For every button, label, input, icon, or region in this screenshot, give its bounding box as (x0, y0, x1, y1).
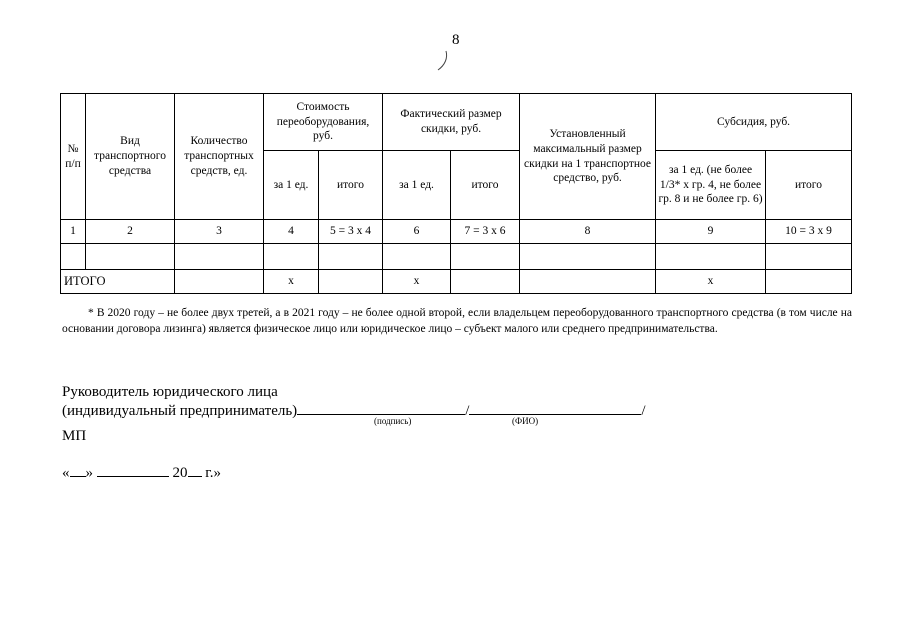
header-cost-per-unit: за 1 ед. (264, 151, 319, 220)
page-number: 8 (452, 32, 460, 48)
header-cost: Стоимость переоборудования, руб. (264, 94, 383, 151)
date-close-quote: » (85, 465, 93, 481)
date-open-quote: « (62, 465, 70, 481)
total-cell (175, 270, 264, 294)
header-discount-per-unit: за 1 ед. (383, 151, 451, 220)
table-cell (656, 244, 766, 270)
column-number: 6 (383, 220, 451, 244)
table-cell (175, 244, 264, 270)
total-row (61, 270, 852, 294)
column-number: 1 (61, 220, 86, 244)
signature-line-2: (индивидуальный предприниматель) (62, 403, 298, 419)
table-cell (264, 244, 319, 270)
table-cell (61, 244, 86, 270)
total-cell: х (656, 270, 766, 294)
column-number: 8 (520, 220, 656, 244)
date-suffix: г.» (201, 465, 221, 481)
total-cell (319, 270, 383, 294)
total-label: ИТОГО (61, 270, 175, 294)
header-num: № п/п (61, 94, 86, 220)
total-cell (451, 270, 520, 294)
column-number: 10 = 3 х 9 (766, 220, 852, 244)
signature-end: / (641, 403, 646, 419)
total-cell: х (264, 270, 319, 294)
stamp-label: МП (62, 428, 87, 444)
table-cell (86, 244, 175, 270)
header-row-1 (61, 94, 852, 151)
column-number: 3 (175, 220, 264, 244)
full-name-field[interactable] (469, 400, 641, 415)
caption-full-name: (ФИО) (512, 416, 539, 426)
signature-field[interactable] (297, 400, 465, 415)
empty-data-row (61, 244, 852, 270)
footnote: * В 2020 году – не более двух третей, а в 2021 году – не более одной второй, если владельцем переоборудованного транспортного средства (в том числе на основании договора лизинга) является физическое лицо или юридическое лицо – субъект малого или среднего предпринимательства. (62, 307, 852, 335)
date-year-prefix: 20 (172, 465, 188, 481)
total-cell (520, 270, 656, 294)
table-cell (520, 244, 656, 270)
header-actual-discount: Фактический размер скидки, руб. (383, 94, 520, 151)
total-cell (766, 270, 852, 294)
column-number: 5 = 3 х 4 (319, 220, 383, 244)
header-subsidy-total: итого (766, 151, 852, 220)
date-day-field[interactable] (70, 462, 86, 477)
table-cell (319, 244, 383, 270)
date-line (62, 462, 221, 482)
column-number: 7 = 3 х 6 (451, 220, 520, 244)
table-cell (383, 244, 451, 270)
column-numbers-row (61, 220, 852, 244)
header-subsidy: Субсидия, руб. (656, 94, 852, 151)
table-cell (451, 244, 520, 270)
date-month-field[interactable] (97, 462, 169, 477)
header-subsidy-per-unit: за 1 ед. (не более 1/3* х гр. 4, не более гр. 8 и не более гр. 6) (656, 151, 766, 220)
header-discount-total: итого (451, 151, 520, 220)
date-year-field[interactable] (188, 462, 202, 477)
header-quantity: Количество транспортных средств, ед. (175, 94, 264, 220)
column-number: 2 (86, 220, 175, 244)
signature-separator: / (465, 403, 470, 419)
signature-line-1: Руководитель юридического лица (62, 384, 278, 400)
header-max-discount: Установленный максимальный размер скидки на 1 транспортное средство, руб. (520, 94, 656, 220)
signature-block (62, 384, 646, 419)
total-cell: х (383, 270, 451, 294)
pen-mark (436, 50, 450, 72)
table-cell (766, 244, 852, 270)
header-vehicle-type: Вид транспортного средства (86, 94, 175, 220)
header-cost-total: итого (319, 151, 383, 220)
signature-line-2-row (62, 400, 646, 419)
column-number: 9 (656, 220, 766, 244)
report-table (60, 93, 852, 294)
column-number: 4 (264, 220, 319, 244)
caption-signature: (подпись) (374, 416, 412, 426)
